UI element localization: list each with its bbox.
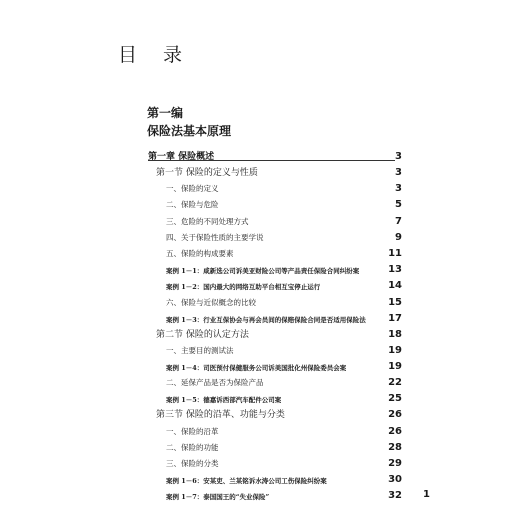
toc-entry-page: 30 xyxy=(388,474,402,486)
toc-entry-label: 四、关于保险性质的主要学说 xyxy=(166,232,264,242)
toc-entry-case xyxy=(148,388,402,404)
toc-entry-label: 第一节 保险的定义与性质 xyxy=(156,168,258,178)
toc-entry-item xyxy=(148,420,402,436)
toc-entry-page: 28 xyxy=(388,441,402,453)
toc-entry-label: 案例 1－6：安某吏、兰某铭诉水涛公司工伤保险纠纷案 xyxy=(166,477,327,486)
toc-entry-case xyxy=(148,485,402,501)
toc-entry-item xyxy=(148,453,402,469)
toc-entry-case xyxy=(148,259,402,275)
toc-entry-label: 一、主要目的测试法 xyxy=(166,345,234,355)
toc-entry-item xyxy=(148,210,402,226)
toc-entry-label: 二、保险与危险 xyxy=(166,200,219,210)
part-title: 保险法基本原理 xyxy=(147,124,232,138)
toc-entry-label: 第三节 保险的沿革、功能与分类 xyxy=(156,410,285,421)
toc-entry-item xyxy=(148,437,402,453)
toc-entry-case xyxy=(148,356,402,372)
toc-entry-case xyxy=(148,469,402,485)
toc-entry-item xyxy=(148,243,402,259)
toc-entry-item xyxy=(148,340,402,356)
toc-entry-label: 案例 1－1：咸新选公司诉美亚财险公司等产品责任保险合同纠纷案 xyxy=(166,267,360,276)
toc-entry-page: 22 xyxy=(388,377,402,389)
toc-entry-item xyxy=(148,372,402,388)
toc-entry-page: 14 xyxy=(388,280,402,292)
toc-entry-page: 3 xyxy=(395,183,402,195)
toc-entry-label: 三、危险的不同处理方式 xyxy=(166,216,249,226)
toc-entry-case xyxy=(148,275,402,291)
toc-entry-page: 11 xyxy=(388,247,402,259)
toc-entry-item xyxy=(148,227,402,243)
toc-entry-page: 19 xyxy=(388,361,402,373)
toc-entry-label: 第二节 保险的认定方法 xyxy=(156,329,249,340)
toc-entry-label: 案例 1－2：国内最大的网络互助平台相互宝停止运行 xyxy=(166,283,321,292)
toc-entry-label: 一、保险的定义 xyxy=(166,184,219,194)
toc-entry-page: 13 xyxy=(388,264,402,276)
toc-entry-label: 六、保险与近似概念的比较 xyxy=(166,297,256,307)
toc-entry-page: 3 xyxy=(395,151,402,162)
toc-entry-page: 25 xyxy=(388,393,402,405)
part-label: 第一编 xyxy=(147,106,184,120)
page-number: 1 xyxy=(423,489,430,500)
toc-entry-page: 26 xyxy=(388,425,402,437)
toc-entry-label: 二、保险的功能 xyxy=(166,442,219,452)
toc-entry-label: 二、延保产品是否为保险产品 xyxy=(166,378,264,388)
toc-entry-page: 15 xyxy=(388,296,402,308)
toc-entry-label: 五、保险的构成要素 xyxy=(166,248,234,258)
toc-entry-page: 5 xyxy=(395,199,402,211)
toc-entry-page: 26 xyxy=(388,409,402,421)
toc-entry-item xyxy=(148,291,402,307)
toc-list xyxy=(148,146,402,501)
toc-entry-item xyxy=(148,194,402,210)
toc-entry-page: 29 xyxy=(388,458,402,469)
toc-entry-page: 9 xyxy=(395,231,402,243)
toc-entry-page: 7 xyxy=(395,215,402,227)
toc-entry-section xyxy=(148,324,402,340)
toc-entry-chapter xyxy=(148,146,402,162)
toc-entry-label: 案例 1－3：行业互保协会与再会员间的保赔保险合同是否适用保险法 xyxy=(166,315,366,324)
toc-entry-label: 案例 1－5：德嘉诉西部汽车配件公司案 xyxy=(166,396,282,405)
toc-entry-label: 案例 1－7：泰国国王的“失业保险” xyxy=(166,493,270,502)
toc-entry-page: 19 xyxy=(388,344,402,356)
toc-entry-label: 三、保险的分类 xyxy=(166,459,219,468)
toc-entry-page: 17 xyxy=(388,312,402,324)
toc-entry-label: 第一章 保险概述 xyxy=(148,152,215,162)
toc-entry-label: 案例 1－4：司医预付保健服务公司诉美国批化州保险委员会案 xyxy=(166,364,347,373)
toc-entry-section xyxy=(148,404,402,420)
toc-title: 目 录 xyxy=(118,44,193,66)
toc-entry-label: 一、保险的沿革 xyxy=(166,426,219,436)
toc-entry-item xyxy=(148,178,402,194)
toc-entry-page: 3 xyxy=(395,167,402,178)
toc-entry-case xyxy=(148,308,402,324)
toc-entry-page: 32 xyxy=(388,490,402,502)
toc-entry-section xyxy=(148,162,402,178)
toc-entry-page: 18 xyxy=(388,328,402,340)
